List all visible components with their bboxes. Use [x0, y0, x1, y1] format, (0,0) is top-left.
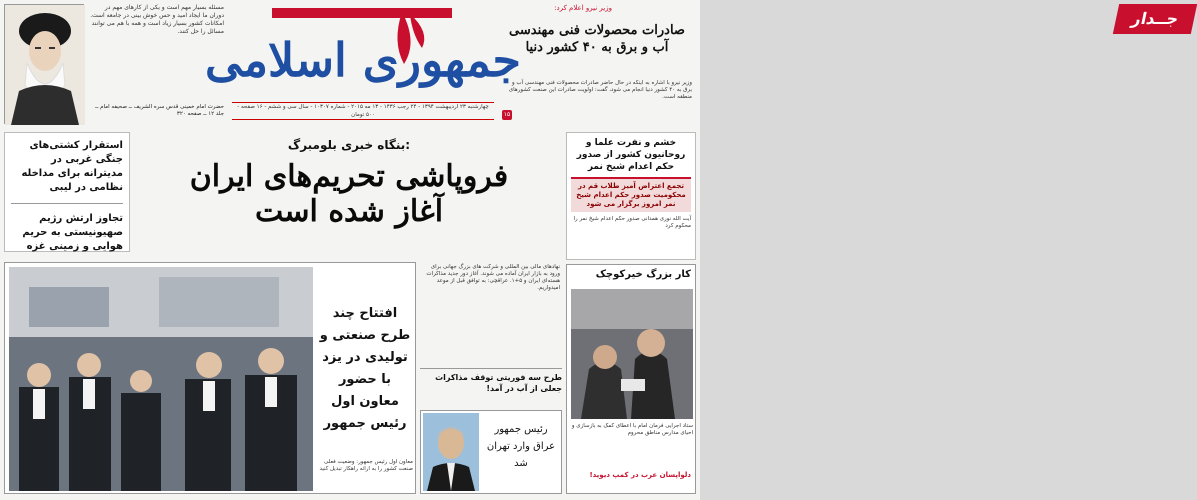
lead-headline-line2[interactable]: آغاز شده است	[254, 194, 444, 229]
middle-column	[420, 262, 562, 494]
quote-caption: حضرت امام خمینی قدس سره الشریف ــ صحیفه امام ــ جلد ۱۲ ــ صفحه ۳۲۰	[95, 104, 224, 117]
dateline: چهارشنبه ۲۳ اردیبهشت ۱۳۹۴ - ۲۴ رجب ۱۴۳۶ - ۱۳ مه ۲۰۱۵ - شماره ۱۰۳۰۷ - سال سی و ششم - ۱۶ صفحه - ۵۰۰ تومان	[232, 102, 494, 120]
right-photo-story	[566, 264, 696, 494]
brief-item[interactable]: استقرار کشتی‌های جنگی غربی در مدیترانه برای مداخله نظامی در لیبی	[21, 140, 123, 193]
brief-item[interactable]: تجاوز ارتش رژیم صهیونیستی به حریم هوایی و زمینی غزه	[22, 213, 123, 252]
story-kicker: وزیر نیرو اعلام کرد:	[554, 4, 612, 12]
divider	[11, 203, 123, 204]
right-photo-footer[interactable]: دلواپسان عرب در کمپ دیوید!	[589, 471, 691, 479]
president-headline[interactable]: رئیس جمهور عراق وارد تهران شد	[486, 424, 556, 469]
portrait-photo	[4, 4, 84, 124]
story-body: وزیر نیرو با اشاره به اینکه در حال حاضر صادرات محصولات فنی مهندسی آب و برق به ۴۰ کشور دنیا انجام می شود، گفت: اولویت صادرات این صنعت کشورهای منطقه است.	[508, 80, 692, 100]
top-right-story	[500, 2, 1181, 122]
brief-headline[interactable]: خشم و نفرت علما و روحانیون کشور از صدور حکم اعدام شیخ نمر	[576, 138, 686, 172]
president-story[interactable]	[420, 410, 562, 494]
right-news-box	[566, 132, 696, 260]
middle-headline[interactable]: طرح سه فوریتی توقف مذاکرات جعلی از آب در آمد!	[420, 368, 562, 394]
left-news-box	[4, 132, 130, 252]
photo-story-title[interactable]: افتتاح چند طرح صنعتی و تولیدی در یزد با حضور معاون اول رئیس جمهور	[319, 306, 411, 431]
lead-kicker: بنگاه خبری بلومبرگ:	[287, 138, 411, 152]
president-photo	[423, 413, 479, 491]
logo-text: جمهوری اسلامی	[205, 33, 521, 87]
promo-stamp[interactable]: جــدار	[1113, 4, 1197, 34]
right-photo-text: ستاد اجرایی فرمان امام با اعطای کمک به بازسازی و احیای مدارس مناطق محروم	[571, 423, 693, 436]
middle-text: نهادهای مالی بین المللی و شرکت های بزرگ جهانی برای ورود به بازار ایران آماده می شوند. آغاز دور جدید مذاکرات هسته‌ای ایران و ۵+۱. عراقچی: به توافق قبل از موعد امیدواریم.	[426, 264, 560, 291]
lead-headline-line1[interactable]: فروپاشی تحریم‌های ایران	[189, 159, 509, 194]
right-photo-title[interactable]: کار بزرگ خیرکوچک	[595, 269, 691, 280]
photo-story-caption: معاون اول رئیس جمهور: وضعیت فعلی صنعت کشور را به ارائه راهکار تبدیل کنید	[319, 459, 413, 472]
brief-text: آیت الله نوری همدانی صدور حکم اعدام شیخ نمر را محکوم کرد	[573, 216, 691, 229]
masthead	[205, 2, 521, 118]
story-headline[interactable]: صادرات محصولات فنی مهندسی آب و برق به ۴۰ کشور دنیا	[509, 23, 685, 55]
factory-visit-photo[interactable]	[9, 267, 313, 491]
lead-story	[140, 132, 558, 258]
charity-photo[interactable]	[571, 289, 693, 419]
highlight-box[interactable]: تجمع اعتراض آمیز طلاب قم در محکومیت صدور حکم اعدام شیخ نمر امروز برگزار می شود	[571, 177, 691, 212]
photo-story	[4, 262, 416, 494]
quote-text: مسئله بسیار مهم است و یکی از کارهای مهم در دوران ما ایجاد امید و حس خوش بینی در جامعه است. امکانات کشور بسیار زیاد است و همه با هم می توانند مسائل را حل کنند.	[90, 4, 224, 35]
newspaper-logo	[205, 2, 521, 102]
page-number-badge: ۱۵	[503, 111, 511, 118]
